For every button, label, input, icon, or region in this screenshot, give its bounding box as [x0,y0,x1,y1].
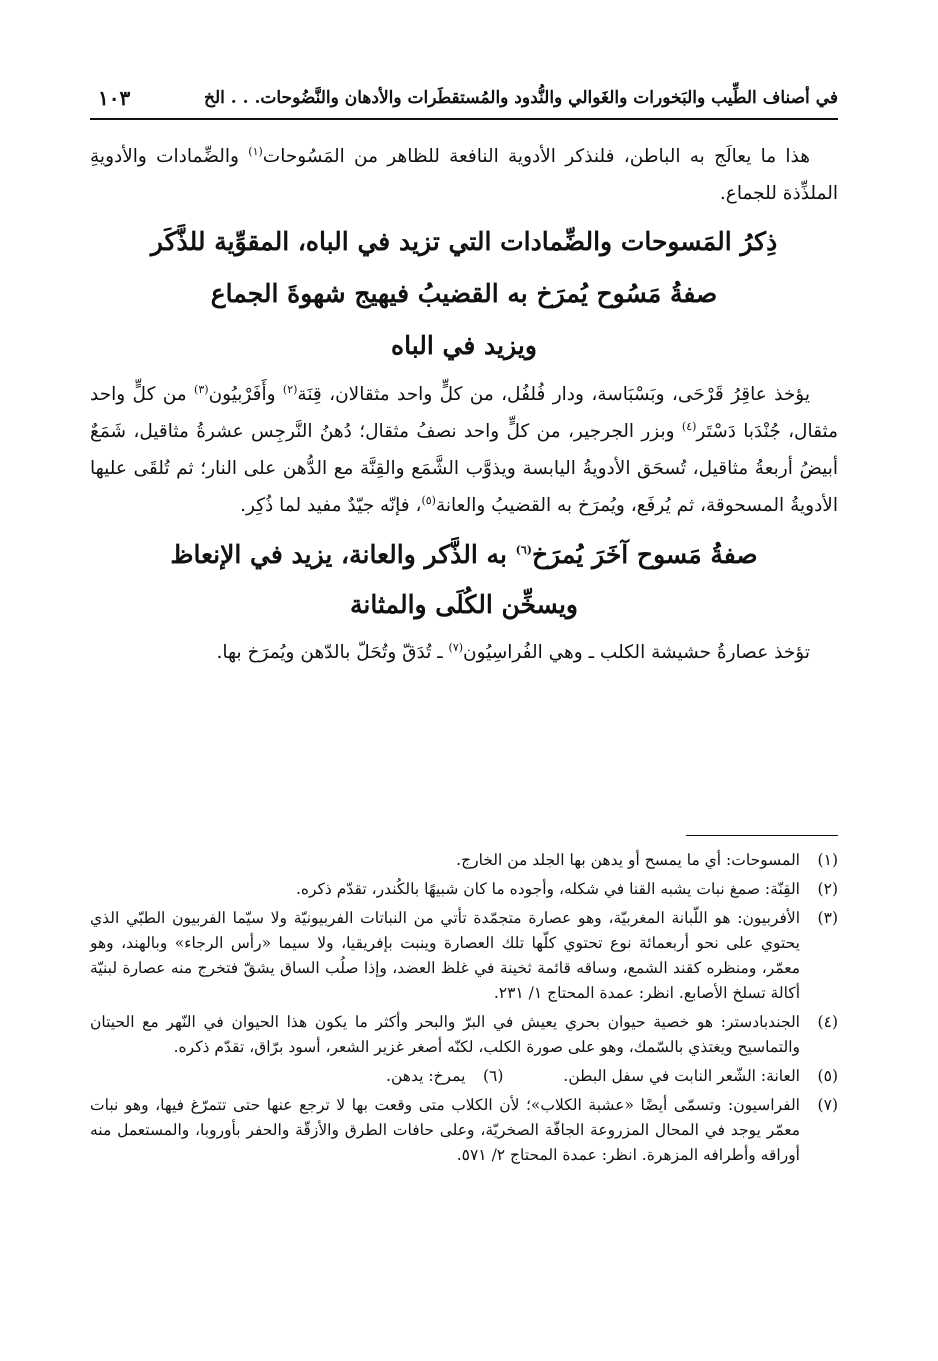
footnote-text: الجندبادستر: هو خصية حيوان بحري يعيش في البرّ والبحر وأكثر ما يكون هذا الحيوان في النّهر مع الحيتان والتماسيح ويغتذي بالسّمك، وهو على صورة الكلب، لكنّه أصغر غزير الشعر، أسود برّاق، تقدّم ذكره. [90,1013,800,1056]
recipe1-text-2: وأَفَرْبيُون [208,384,283,405]
footnote-number: (٥) [817,1067,838,1085]
footnote-ref-4: (٤) [681,419,697,433]
footnote-pair [90,1064,838,1089]
footnote-text: القِنّة: صمغ نبات يشبه القنا في شكله، وأجوده ما كان شبيهًا بالكُندر، تقدّم ذكره. [295,880,800,898]
recipe1-text-3: من كلٍّ واحد مثقال، جُنْدَبا دَسْتَر [90,384,838,442]
footnote [90,877,838,902]
intro-paragraph [90,138,838,212]
heading-line2: صفةُ مَسُوح يُمرَخ به القضيبُ فيهيج شهوةَ الجماع [210,279,718,308]
footnote-text: المسوحات: أي ما يمسح أو يدهن بها الجلد من الخارج. [456,851,800,869]
footnote-number: (٦) [482,1067,504,1085]
subheading-line2: ويسخِّن الكُلَى والمثانة [349,590,578,619]
recipe2-text-1: تؤخذ عصارةُ حشيشة الكلب ـ وهي الفُراسِيُون [463,642,810,663]
intro-line2: والضِّمادات والأدويةِ الملذِّذة للجماع. [90,146,838,204]
recipe1-text-5: ، فإنّه جيّدٌ مفيد لما ذُكِر. [240,495,422,516]
footnote-ref-3: (٣) [194,382,209,396]
subsection-heading [90,530,838,630]
recipe1-paragraph [90,376,838,524]
footnote-ref-1: (١) [248,144,263,158]
subheading-text-b: به الذَّكر والعانة، يزيد في الإنعاظ [170,540,516,569]
footnote [90,906,838,1006]
footnote [90,1093,838,1168]
header-rule [90,118,838,120]
footnote-text: الفراسيون: وتسمّى أيضًا «عشبة الكلاب»؛ لأن الكلاب متى وقعت بها لا ترجع عنها حتى تتمرّغ فيها، وهو نبات معمّر يوجد في المحال المزروعة الجافّة الصخريّة، وعلى حافات الطرق والأزقّة والحفر بأوروبا، والمستعمل منه أوراقه وأطرافه المزهرة. انظر: عمدة المحتاج ٢/ ٥٧١. [90,1096,800,1164]
footnote [90,1010,838,1060]
footnote-ref-2: (٢) [282,382,298,396]
footnote-ref-6: (٦) [515,543,532,557]
footnote-ref-7: (٧) [448,640,464,654]
subheading-line1 [90,530,838,580]
footnotes [90,848,838,1172]
footnote-number: (١) [817,851,838,869]
subheading-text-a: صفةُ مَسوح آخَرَ يُمرَخ [531,540,758,569]
footnote-ref-5: (٥) [421,493,436,507]
footnote-number: (٢) [817,880,838,898]
footnote-rule [686,835,838,836]
recipe2-text-2: ـ تُدَقّ وتُحَلّ بالدّهن ويُمرَخ بها. [216,642,449,663]
section-heading [90,216,838,372]
recipe1-text-4: وبزر الجرجير، من كلٍّ واحد نصفُ مثقال؛ دُهنُ النَّرجِس عشرةُ مثاقيل، شَمَعٌ أبيضُ أربعةُ مثاقيل، تُسحَق الأدويةُ اليابسة ويذوَّب الشَّمَع والقِنَّة مع الدُّهن على النار؛ ثم تُلقَى عليها الأدويةُ المسحوقة، ثم يُرفَع، ويُمرَخ به القضيبُ والعانة [90,421,838,516]
footnote-text: العانة: الشّعر النابت في سفل البطن. [563,1067,800,1085]
running-head-title: في أصناف الطِّيب والبَخورات والغَوالي والنُّدود والمُستقطَرات والأدهان والنَّضُوحات. . . الخ [203,88,838,108]
heading-line3: ويزيد في الباه [391,331,537,360]
footnote-number: (٤) [817,1013,838,1031]
footnote [90,848,838,873]
running-head [90,78,838,118]
main-text [90,138,838,671]
recipe1-text-1: يؤخذ عاقِرُ قَرْحَى، وبَسْبَاسة، ودار فُلفُل، من كلٍّ واحد مثقالان، قِنَة [297,384,810,405]
footnote-text: يمرخ: يدهن. [386,1067,466,1085]
intro-line1: هذا ما يعالَج به الباطن، فلنذكر الأدوية النافعة للظاهر من المَسُوحات [262,146,811,167]
page-number: ١٠٣ [98,86,131,110]
heading-line1: ذِكرُ المَسوحات والضِّمادات التي تزيد في الباه، المقوِّية للذَّكَر [150,227,778,256]
footnote-text: الأفربيون: هو اللّبانة المغربيّة، وهو عصارة متجمّدة تأتي من النباتات الفربيونيّة ولا سيّما الفربيون الطبّي الذي يحتوي على نحو أربعمائة نوع تحتوي كلّها تلك العصارة وينبت بإفريقيا، ولا سيما «رأس الرجاء» وبالهند، وهو معمّر، ومنظره كقند الشمع، وساقه قائمة ثخينة في غلظ العضد، وإذا صلُب الساق يشقّ فتخرج منه عصارة لبنيّة أكالة تسلخ الأصابع. انظر: عمدة المحتاج ١/ ٢٣١. [90,909,800,1002]
book-page [90,78,838,1331]
recipe2-paragraph [90,634,838,671]
footnote-number: (٣) [817,909,838,927]
footnote-number: (٧) [817,1096,838,1114]
